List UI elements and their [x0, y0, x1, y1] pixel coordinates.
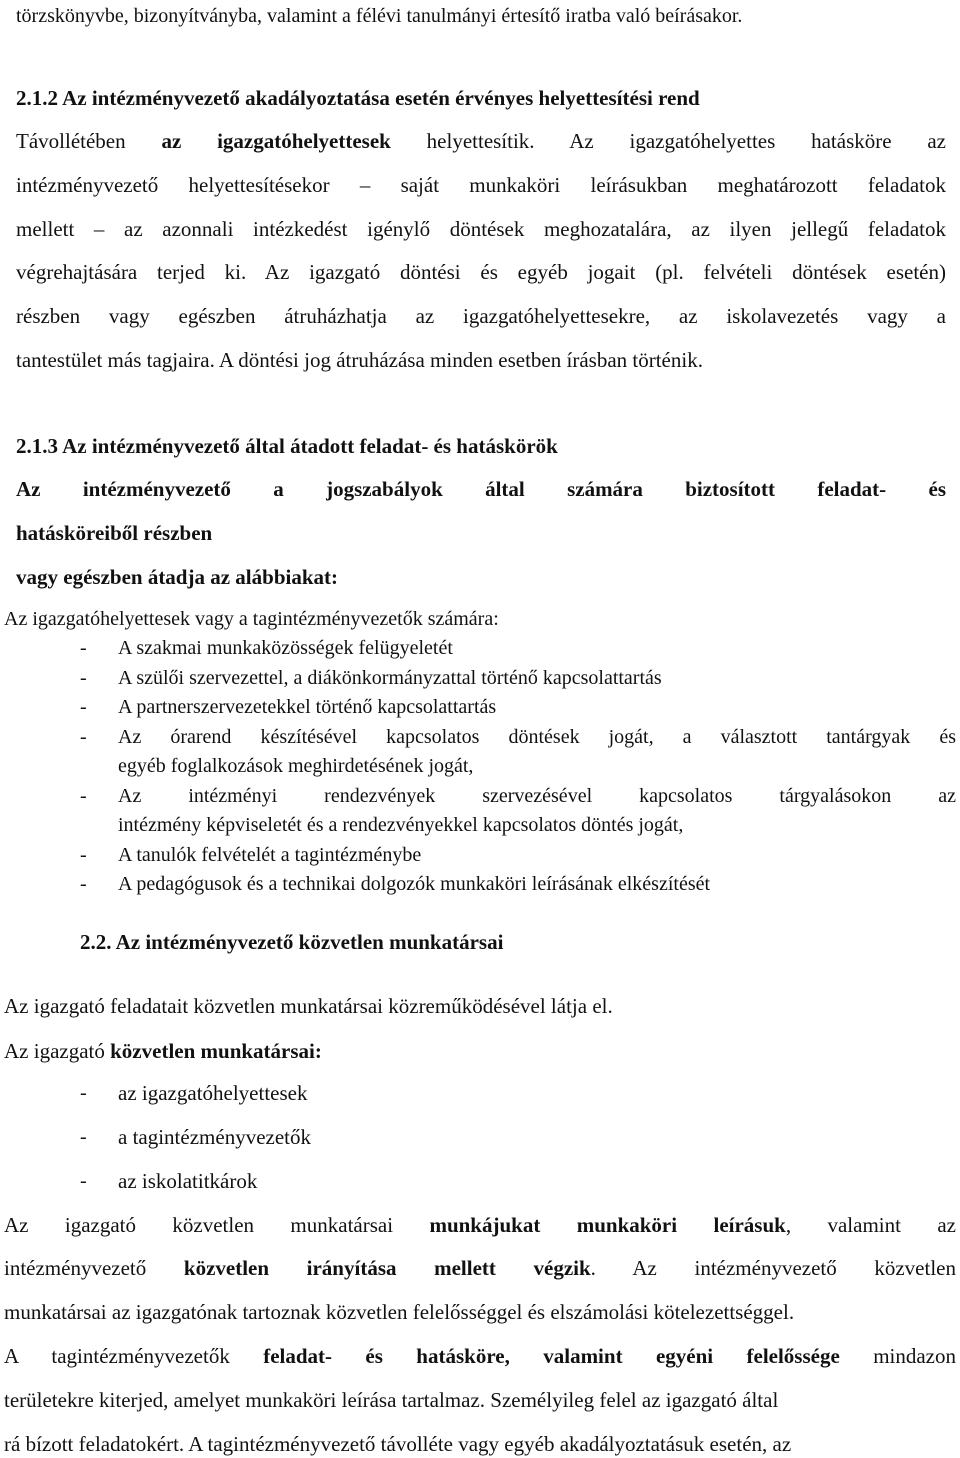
list-item: A pedagógusok és a technikai dolgozók munkaköri leírásának elkészítését [118, 873, 711, 895]
paragraph-line [16, 127, 946, 155]
paragraph-line: végrehajtására terjed ki. Az igazgató döntési és egyéb jogait (pl. felvételi döntések esetén) [16, 260, 946, 284]
text-span: mindazon [839, 1344, 956, 1368]
text-span: helyettesítik. Az igazgatóhelyettes hatásköre az [390, 129, 947, 153]
paragraph-line [4, 1254, 956, 1282]
bold-span: közvetlen munkatársai: [110, 1039, 322, 1063]
bold-span: az igazgatóhelyettesek [161, 129, 391, 153]
bold-span: munkájukat munkaköri leírásuk [429, 1213, 786, 1237]
list-item: Az órarend készítésével kapcsolatos döntések jogát, a választott tantárgyak és [118, 726, 956, 748]
list-item: A tanulók felvételét a tagintézménybe [118, 844, 422, 866]
bold-line: Az intézményvezető a jogszabályok által számára biztosított feladat- és [16, 477, 946, 501]
list-item: Az intézményi rendezvények szervezésével kapcsolatos tárgyalásokon az [118, 785, 956, 807]
list-dash: - [80, 726, 87, 748]
text-span: Távollétében [16, 129, 162, 153]
list-item-continuation: egyéb foglalkozások meghirdetésének jogát, [118, 755, 474, 777]
paragraph-line: tantestület más tagjaira. A döntési jog átruházása minden esetben írásban történik. [16, 348, 703, 372]
text-span: . Az intézményvezető közvetlen [590, 1256, 956, 1280]
paragraph-line: mellett – az azonnali intézkedést igénylő döntések meghozatalára, az ilyen jellegű feladatok [16, 217, 946, 241]
text-span: A tagintézményvezetők [4, 1344, 264, 1368]
paragraph-line: részben vagy egészben átruházhatja az igazgatóhelyettesekre, az iskolavezetés vagy a [16, 304, 946, 328]
list-dash: - [80, 637, 87, 659]
list-item: A szülői szervezettel, a diákönkormányzattal történő kapcsolattartás [118, 667, 662, 689]
list-item: az igazgatóhelyettesek [118, 1081, 308, 1105]
paragraph-line: területekre kiterjed, amelyet munkaköri leírása tartalmaz. Személyileg felel az igazgató által [4, 1388, 779, 1412]
text-span: intézményvezető [4, 1256, 184, 1280]
paragraph-line: munkatársai az igazgatónak tartoznak közvetlen felelősséggel és elszámolási kötelezettséggel. [4, 1300, 795, 1324]
paragraph-line: Az igazgató feladatait közvetlen munkatársai közreműködésével látja el. [4, 994, 613, 1018]
list-dash: - [80, 1082, 87, 1104]
paragraph-line: rá bízott feladatokért. A tagintézményvezető távolléte vagy egyéb akadályoztatásuk esetén, az [4, 1432, 792, 1456]
section-heading-2-2: 2.2. Az intézményvezető közvetlen munkatársai [80, 930, 504, 954]
list-item: A szakmai munkaközösségek felügyeletét [118, 637, 453, 659]
text-line: törzskönyvbe, bizonyítványba, valamint a félévi tanulmányi értesítő iratba való beírásakor. [16, 5, 743, 27]
text-span: , valamint az [785, 1213, 956, 1237]
list-dash: - [80, 1126, 87, 1148]
list-dash: - [80, 873, 87, 895]
list-item: a tagintézményvezetők [118, 1125, 311, 1149]
paragraph-line [4, 1211, 956, 1239]
list-item-continuation: intézmény képviseletét és a rendezvényekkel kapcsolatos döntés jogát, [118, 814, 684, 836]
bold-line: vagy egészben átadja az alábbiakat: [16, 565, 338, 589]
list-dash: - [80, 785, 87, 807]
paragraph-line [4, 1342, 956, 1370]
list-dash: - [80, 844, 87, 866]
text-span: Az igazgató [4, 1039, 111, 1063]
list-item: az iskolatitkárok [118, 1169, 258, 1193]
list-dash: - [80, 1170, 87, 1192]
section-heading-2-1-2: 2.1.2 Az intézményvezető akadályoztatása esetén érvényes helyettesítési rend [16, 86, 700, 110]
section-heading-2-1-3: 2.1.3 Az intézményvezető által átadott feladat- és hatáskörök [16, 434, 558, 458]
list-intro: Az igazgatóhelyettesek vagy a tagintézményvezetők számára: [4, 608, 499, 630]
list-item: A partnerszervezetekkel történő kapcsolattartás [118, 696, 497, 718]
text-span: Az igazgató közvetlen munkatársai [4, 1213, 430, 1237]
list-dash: - [80, 667, 87, 689]
paragraph-line: intézményvezető helyettesítésekor – saját munkaköri leírásukban meghatározott feladatok [16, 173, 946, 197]
bold-span: feladat- és hatásköre, valamint egyéni felelőssége [263, 1344, 840, 1368]
paragraph-line [4, 1037, 322, 1065]
list-dash: - [80, 696, 87, 718]
bold-span: közvetlen irányítása mellett végzik [183, 1256, 591, 1280]
bold-line: hatásköreiből részben [16, 521, 213, 545]
